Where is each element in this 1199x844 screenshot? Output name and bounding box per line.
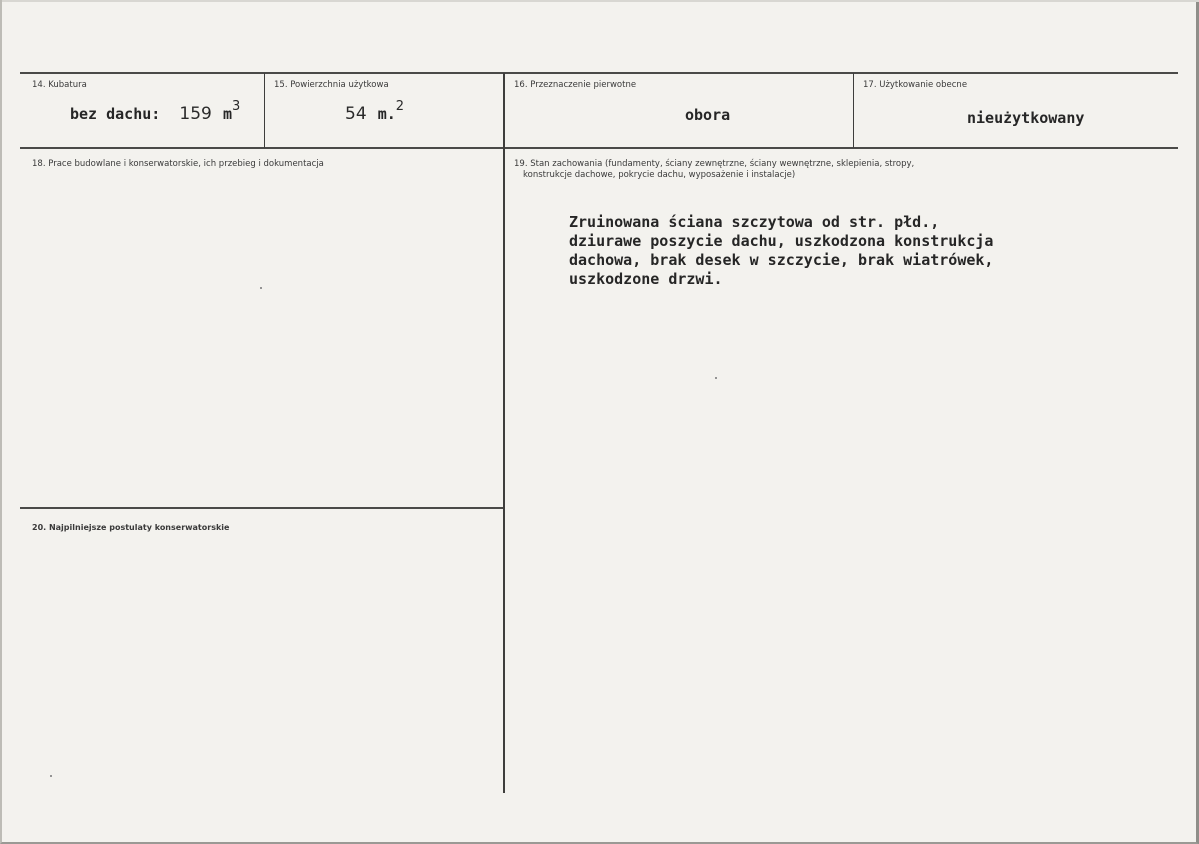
field-19-label — [514, 159, 914, 182]
field-16-label: 16. Przeznaczenie pierwotne — [514, 80, 637, 90]
field-15-label: 15. Powierzchnia użytkowa — [274, 80, 389, 90]
condition-line: Zruinowana ściana szczytowa od str. płd., — [569, 213, 940, 231]
powierzchnia-number: 54 — [345, 104, 367, 124]
paper-speck — [715, 377, 717, 379]
field-14-value — [70, 99, 241, 124]
paper-speck — [260, 287, 262, 289]
main-divider — [503, 73, 505, 793]
condition-line: uszkodzone drzwi. — [569, 270, 723, 288]
field-18-label: 18. Prace budowlane i konserwatorskie, ich przebieg i dokumentacja — [32, 159, 324, 169]
divider-14-15 — [264, 73, 265, 148]
field-16-value: obora — [685, 106, 731, 124]
paper-speck — [50, 775, 52, 777]
field-14-label: 14. Kubatura — [32, 80, 87, 90]
field-17-value: nieużytkowany — [967, 109, 1085, 127]
row1-bottom-rule — [20, 147, 1178, 149]
kubatura-prefix: bez dachu: — [70, 105, 161, 123]
divider-16-17 — [853, 73, 854, 148]
field-19-label-line1: 19. Stan zachowania (fundamenty, ściany zewnętrzne, ściany wewnętrzne, sklepienia, stropy, — [514, 159, 915, 169]
top-rule — [20, 72, 1178, 74]
section18-bottom-rule — [20, 507, 504, 509]
field-19-label-line2: konstrukcje dachowe, pokrycie dachu, wyposażenie i instalacje) — [523, 170, 796, 181]
field-19-text — [569, 213, 993, 289]
kubatura-unit: m — [222, 105, 232, 123]
condition-line: dachowa, brak desek w szczycie, brak wiatrówek, — [569, 251, 994, 269]
kubatura-unit-exponent: 3 — [231, 99, 241, 114]
field-20-label: 20. Najpilniejsze postulaty konserwatorskie — [32, 523, 230, 532]
field-17-label: 17. Użytkowanie obecne — [863, 80, 968, 90]
powierzchnia-unit: m. — [377, 105, 396, 123]
card-edge — [2, 0, 1199, 2]
field-15-value — [345, 99, 405, 124]
powierzchnia-unit-exponent: 2 — [395, 99, 405, 114]
condition-line: dziurawe poszycie dachu, uszkodzona konstrukcja — [569, 232, 994, 250]
kubatura-number: 159 — [179, 104, 212, 124]
